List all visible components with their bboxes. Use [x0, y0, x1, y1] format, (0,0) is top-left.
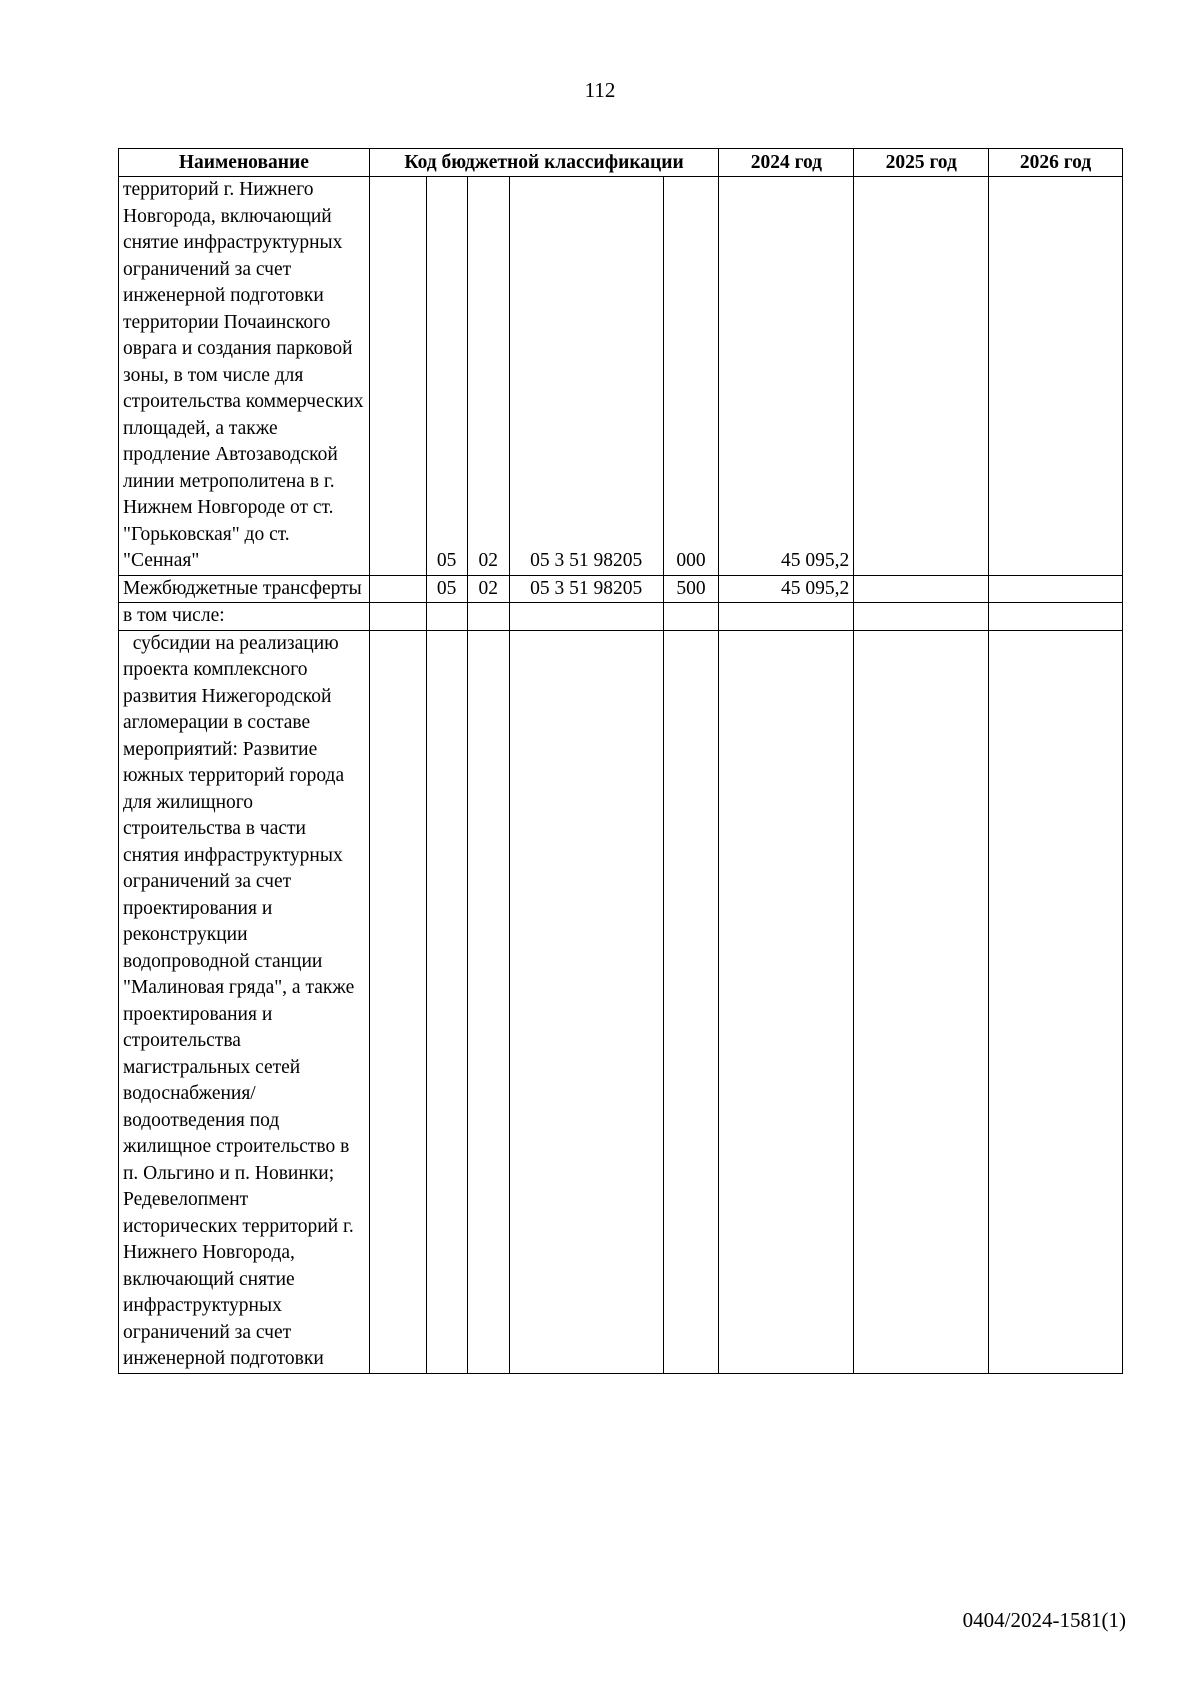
amount-2026 [989, 603, 1123, 631]
amount-2025 [854, 630, 989, 1373]
code-section: 05 [426, 575, 467, 603]
code-expense-type [663, 630, 719, 1373]
code-subsection [467, 630, 509, 1373]
row-name: субсидии на реализацию проекта комплексного развития Нижегородской агломерации в составе мероприятий: Развитие южных территорий города для жилищного строительства в части снятия инфраструктурных ограничений за счет проектирования и реконструкции водопроводной станции "Малиновая гряда", а также проектирования и строительства магистральных сетей водоснабжения/ водоотведения под жилищное строительство в п. Ольгино и п. Новинки; Редевелопмент исторических территорий г. Нижнего Новгорода, включающий снятие инфраструктурных ограничений за счет инженерной подготовки [119, 630, 370, 1373]
amount-2025 [854, 575, 989, 603]
code-target-article: 05 3 51 98205 [509, 575, 663, 603]
amount-2026 [989, 177, 1123, 576]
code-expense-type: 500 [663, 575, 719, 603]
header-2024: 2024 год [719, 149, 854, 177]
table-row [119, 603, 1123, 631]
header-code: Код бюджетной классификации [369, 149, 719, 177]
header-2025: 2025 год [854, 149, 989, 177]
code-expense-type: 000 [663, 177, 719, 576]
code-expense-type [663, 603, 719, 631]
document-number: 0404/2024-1581(1) [962, 1608, 1126, 1632]
row-name: в том числе: [119, 603, 370, 631]
amount-2026 [989, 575, 1123, 603]
row-name: Межбюджетные трансферты [119, 575, 370, 603]
code-section: 05 [426, 177, 467, 576]
budget-table [118, 148, 1123, 1374]
code-subsection [467, 603, 509, 631]
amount-2026 [989, 630, 1123, 1373]
amount-2024: 45 095,2 [719, 575, 854, 603]
header-2026: 2026 год [989, 149, 1123, 177]
amount-2024: 45 095,2 [719, 177, 854, 576]
code-section [426, 603, 467, 631]
code-section [426, 630, 467, 1373]
amount-2024 [719, 630, 854, 1373]
page-number: 112 [584, 78, 616, 102]
code-subsection: 02 [467, 177, 509, 576]
table-row [119, 575, 1123, 603]
table-row [119, 177, 1123, 576]
table-header-row [119, 149, 1123, 177]
code-target-article [509, 603, 663, 631]
code-part-1 [369, 575, 426, 603]
code-part-1 [369, 603, 426, 631]
code-target-article [509, 630, 663, 1373]
amount-2024 [719, 603, 854, 631]
code-part-1 [369, 630, 426, 1373]
header-name: Наименование [119, 149, 370, 177]
code-part-1 [369, 177, 426, 576]
code-subsection: 02 [467, 575, 509, 603]
row-name: территорий г. Нижнего Новгорода, включающий снятие инфраструктурных ограничений за счет инженерной подготовки территории Почаинского оврага и создания парковой зоны, в том числе для строительства коммерческих площадей, а также продление Автозаводской линии метрополитена в г. Нижнем Новгороде от ст. "Горьковская" до ст. "Сенная" [119, 177, 370, 576]
table-row [119, 630, 1123, 1373]
amount-2025 [854, 603, 989, 631]
amount-2025 [854, 177, 989, 576]
code-target-article: 05 3 51 98205 [509, 177, 663, 576]
